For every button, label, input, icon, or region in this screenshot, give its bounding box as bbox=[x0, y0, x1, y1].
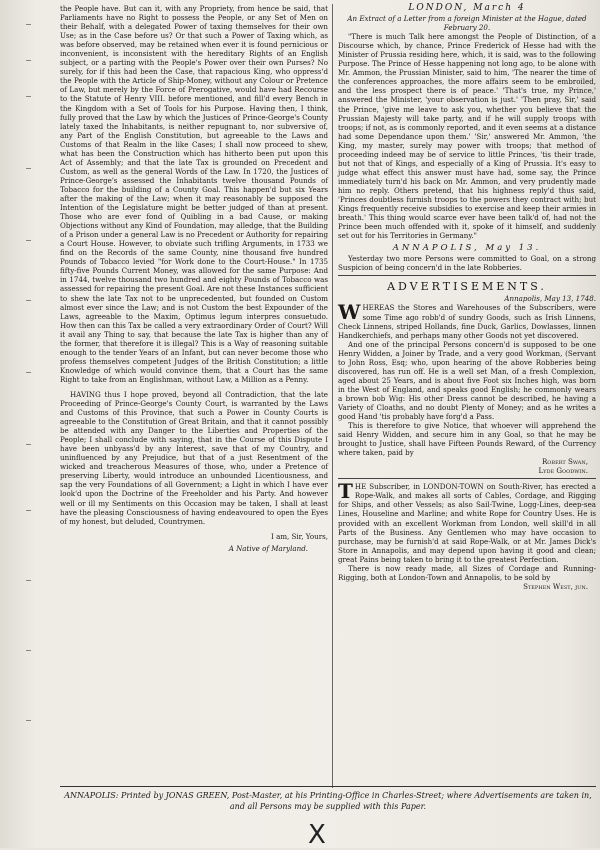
handwritten-x-mark: X bbox=[308, 820, 326, 850]
binding-dash bbox=[26, 720, 31, 721]
binding-dash bbox=[26, 444, 31, 445]
advert-robbery-paragraph-3: This is therefore to give Notice, that whoever will apprehend the said Henry Widden, and secure him in any Goal, so that he may be brought to Justice, shall have Fifteen Pounds Reward, of the Currency where taken, paid by bbox=[338, 421, 596, 458]
essay-signature: A Native of Maryland. bbox=[228, 543, 308, 553]
binding-edge bbox=[0, 0, 34, 848]
advert-ropewalk-signature: Stephen West, jun. bbox=[523, 581, 588, 591]
annapolis-heading: ANNAPOLIS, May 13. bbox=[392, 243, 542, 254]
binding-dash bbox=[26, 372, 31, 373]
binding-dash bbox=[26, 168, 31, 169]
advert-robbery-paragraph-2: And one of the principal Persons concern'd is supposed to be one Henry Widden, a Joiner by Trade, and a very good Workman, (Servant to John Ross, Esq; who, upon hearing of the above Robberies being discovered, has run off. He is a well set Man, of a fresh Complexion, aged about 25 Years, and is about five Foot six Inches high, was born in the West of England, and speaks good English; he commonly wears a brown bob Wig: His other Dress cannot be described, he having a Variety of Cloaths, and no doubt Plenty of Money; and as he writes a good Hand 'tis probably have forg'd a Pass. bbox=[338, 339, 596, 422]
essay-signoff: I am, Sir, Yours, bbox=[271, 531, 328, 541]
essay-paragraph-2: HAVING thus I hope proved, beyond all Contradiction, that the late Proceeding of Prince-George's County Court, is warranted by the Laws and Customs of this Province, that such a Power in County Courts is agreeable to the Constitution of Great Britain, and that it cannot possibly be attended with any Danger to the Liberties and Properties of the People; I shall conclude with saying, that in the Course of this Dispute I have been unbyass'd by any Interest, save that of my Country, and uninfluenced by any Prejudice, but that of a just Resentment of the wicked and treacherous Measures of those, who, under a Pretence of preserving Liberty, would introduce an unbounded Licentiousness, and sap the very Foundations of all Government; a Light in which I have ever look'd upon the Doctrine of the Freeholder and his Party. And however well or ill my Sentiments on this Occasion may be taken, I shall at least have the pleasing Consciousness of having endeavoured to open the Eyes of my honest, but deluded, Countrymen. bbox=[60, 389, 328, 526]
advert-robbery-dropcap: W bbox=[338, 300, 361, 325]
advert-ropewalk-paragraph-1 bbox=[338, 479, 596, 564]
london-extract-title: An Extract of a Letter from a foreign Minister at the Hague, dated February 20. bbox=[347, 14, 587, 33]
london-heading: LONDON, March 4 bbox=[408, 3, 526, 13]
essay-paragraph-1: the People have. But can it, with any Propriety, from hence be said, that Parliaments have no Right to possess the People, or any Set of Men on their Behalf, with a delegated Power of taxing themselves for their own Use; as in the Case before us? Or that such a Power of Taxing which, as was before observed, may be retained when ever it is found pernicious or inconvenient, is inconsistent with the hereditary Rights of an English subject, or a parting with the People's Power over their own Purses? No surely, for if this had been the Case, that rapacious King, who oppress'd the People with the Article of Ship-Money, without any Colour or Pretence of Law, but merely by the Force of Prerogative, would have had Recourse to the Statute of Henry VIII. before mentioned, and fill'd every Bench in the Kingdom with a Set of Tools for his Purpose. Having then, I think, fully proved that the Law by which the Justices of Prince-George's County lately taxed the Inhabitants, is neither repugnant to, nor subversive of, any Part of the English Constitution, but agreeable to the Laws and Customs of that Realm in the like Cases; I shall now proceed to shew, what has been the Construction which has hitherto been put upon this Act of Assembly; and that the late Tax is grounded on Precedent and Custom, as well as the general Words of the Law. In 1720, the Justices of Prince-George's assessed the Inhabitants twelve thousand Pounds of Tobacco for the building of a County Goal. This happen'd but six Years after the making of the Law; when it may reasonably be supposed the Intention of the Legislature might be better judged of than at present. Those who are ever fond of Quibling in a bad Cause, or making Objections without any Kind of Foundation, may alledge, that the Building of a Prison under a general Law is no Precedent or Authority for repairing a Court House. However, to obviate such trifling Arguments, in 1733 we find on the Records of the same County, nine thousand five hundred Pounds of Tobacco levied "for Work done to the Court-House." In 1735 fifty-five Pounds Current Money, was allowed for the same Purpose: And in 1744, twelve thousand two hundred and eighty Pounds of Tobacco was assessed for repairing the present Goal. Are not these Instances sufficient to shew the late Tax not to be unprecedented, but founded on Custom almost ever since the Law; and is not Custom the best Expounder of the Laws, agreeable to the Maxim, Optimus legum interpres consuetudo. How then can this Tax be called a very extraordinary Order of Court? Will it avail any Thing to say, that because the late Tax is higher than any of the former, that therefore it is illegal? This is a Way of reasoning suitable enough to the tender Years of an Infant, but can never become those who profess themselves competent Judges of the British Constitution; a little Knowledge of which would convince them, that a Court has the same Right to take from an Englishman, without Law, a Million as a Penny. bbox=[60, 4, 328, 384]
section-rule bbox=[338, 275, 596, 276]
advert-robbery-paragraph-1 bbox=[338, 300, 596, 340]
binding-dash bbox=[26, 240, 31, 241]
imprint-rule bbox=[60, 786, 596, 787]
advert-dateline: Annapolis, May 13, 1748. bbox=[504, 294, 596, 304]
column-divider bbox=[332, 4, 333, 788]
binding-dash bbox=[26, 300, 31, 301]
annapolis-news-body: Yesterday two more Persons were committed to Goal, on a strong Suspicion of being concern'd in the late Robberies. bbox=[338, 254, 596, 273]
advert-robbery-text-1: HEREAS the Stores and Warehouses of the Subscribers, were some Time ago robb'd of sundry Goods, such as Irish Linnens, Check Linnens, striped Hollands, fine Duck, Garlics, Dowlasses, linnen Handkerchiefs, and perhaps many other Goods not yet discovered. bbox=[338, 303, 596, 340]
right-column bbox=[338, 4, 596, 591]
advertisements-heading: ADVERTISEMENTS. bbox=[387, 280, 547, 294]
advert-robbery-signature-2: Lyde Goodwin. bbox=[538, 466, 588, 476]
binding-dash bbox=[26, 24, 31, 25]
advert-ropewalk-dropcap: T bbox=[338, 479, 353, 504]
binding-dash bbox=[26, 650, 31, 651]
advert-robbery-signature-1: Robert Swan, bbox=[541, 457, 588, 467]
binding-dash bbox=[26, 510, 31, 511]
advert-ropewalk-text-1: HE Subscriber, in LONDON-TOWN on South-River, has erected a Rope-Walk, and makes all sorts of Cables, Cordage, and Rigging for Ships, and other Vessels; as also Sail-Twine, Logg-Lines, deep-sea Lines, Houseline and Marline; and white Rope for Country Uses. He is provided with an excellent Workman from London, well skill'd in all Parts of the Business. Any Gentlemen who may have occasion to purchase, may be furnish'd at said Rope-Walk, or at Mr. James Dick's Store in Annapolis, and may depend upon having it good and clean; great Pains being taken to bring it to the greatest Perfection. bbox=[338, 482, 596, 564]
advert-rule bbox=[338, 478, 596, 479]
binding-dash bbox=[26, 580, 31, 581]
advert-ropewalk-paragraph-2: There is now ready made, all Sizes of Cordage and Running-Rigging, both at London-Town and Annapolis, to be sold by bbox=[338, 563, 596, 582]
left-column bbox=[60, 4, 328, 553]
london-news-body: "There is much Talk here amongst the People of Distinction, of a Discourse which, by chance, Prince Frederick of Hesse had with the Minister of Prussia residing here, which, it is said, was to the following Purpose. The Prince of Hesse happening not long ago, to be alone with Mr. Ammon, the Prussian Minister, said to him, 'The nearer the time of the conferences approaches, the more affairs seem to be embroiled, and the less prospect there is of peace.' 'That's true, my Prince,' answered the Minister, 'your observation is just.' 'Then pray, Sir,' said the Prince, 'give me leave to ask you, whether you believe that the Prussian Majesty will take party, and if he will supply troops with troops; if not, as is commonly reported, and it even seems at a distance had some Dependance upon them.' 'Sir,' answered Mr. Ammon, 'the King, my master, surely may power with troops; that method of proceeding indeed may be of service to little Princes, 'tis their trade, but not that of Kings, and especially of a King of Prussia. It's easy to judge what effect this answer must have had, some say, the Prince immediately turn'd his back on Mr. Ammon, and very prudently made him no reply. Others pretend, that his highness reply'd thus said, 'Princes doubtless furnish troops to the powers they contract with; but Kings frequently receive subsidies to exercise and keep their armies in breath.' This thing would scarce ever have been talk'd of, had not the Prince been much offended with it, spoke of it himself, and suddenly set out for his Territories in Germany." bbox=[338, 32, 596, 241]
binding-dash bbox=[26, 60, 31, 61]
binding-dash bbox=[26, 96, 31, 97]
printer-imprint: ANNAPOLIS: Printed by JONAS GREEN, Post-Master, at his Printing-Office in Charles-Street; where Advertisements are taken in, and all Persons may be supplied with this Paper. bbox=[64, 791, 592, 811]
